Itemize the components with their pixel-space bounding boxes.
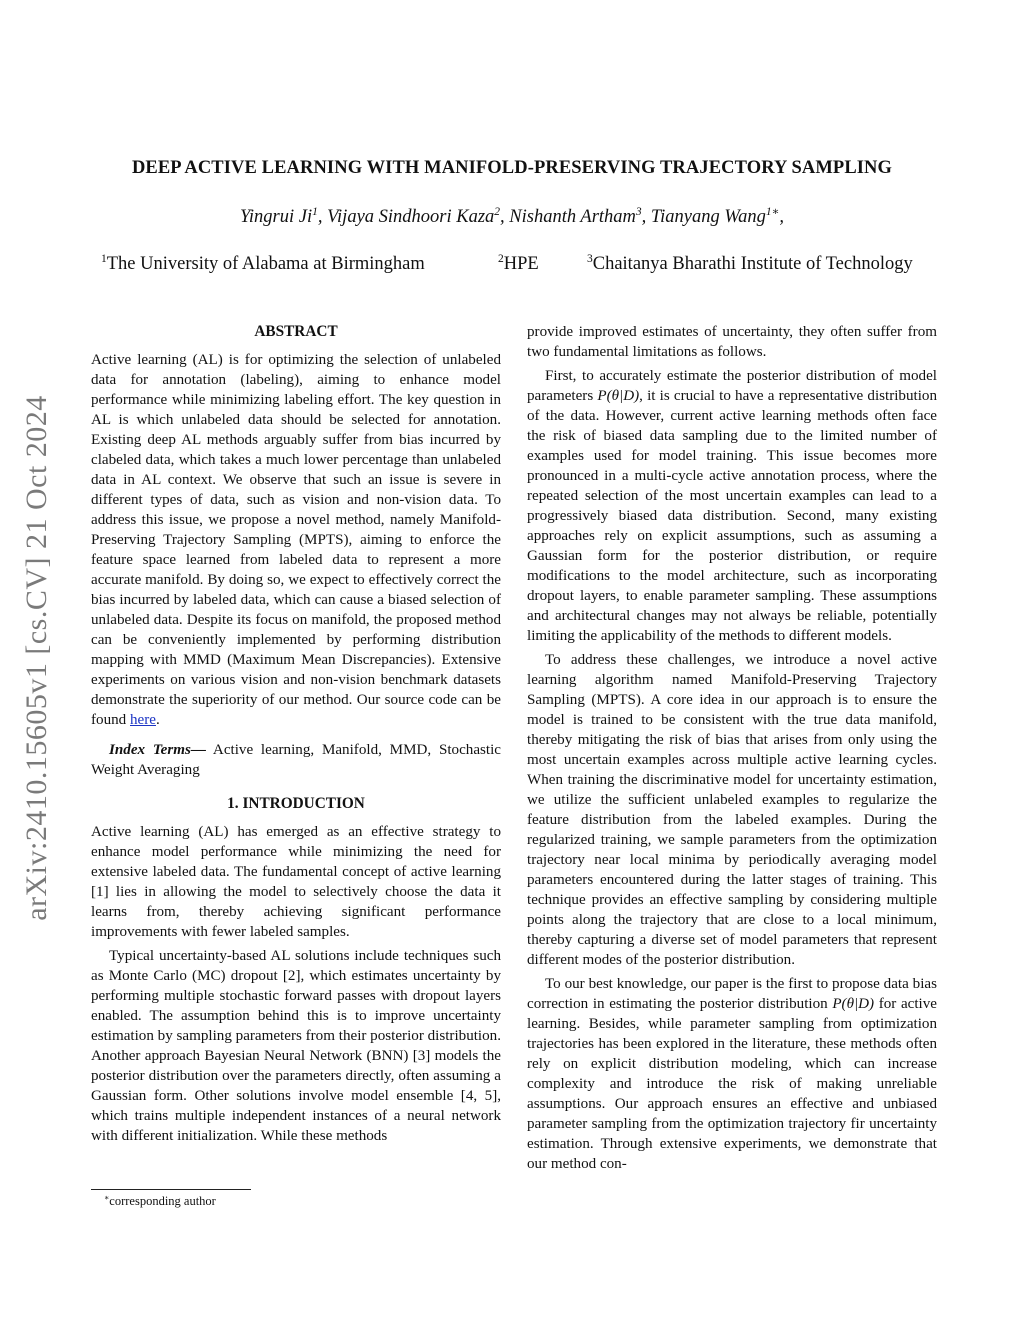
footnote-divider — [91, 1189, 251, 1190]
footnote-mark: ∗ — [104, 1192, 110, 1202]
author-name: Yingrui Ji — [240, 207, 313, 227]
intro-paragraph-6 — [527, 974, 937, 1174]
intro-paragraph-4 — [527, 366, 937, 646]
paragraph-text: First, to accurately estimate the posterior distribution of model parameters — [527, 368, 937, 404]
intro-paragraph-2: Typical uncertainty-based AL solutions include techniques such as Monte Carlo (MC) dropout [2], which estimates uncertainty by performing multiple stochastic forward passes with dropout layers enabled. The assumption behind this is to improve uncertainty estimation by sampling parameters from their posterior distribution. Another approach Bayesian Neural Network (BNN) [3] models the posterior distribution over the parameters directly, often assuming a Gaussian form. Other solutions involve model ensemble [4, 5], which trains multiple independent instances of a neural network with different initialization. While these methods — [91, 948, 501, 1144]
introduction-heading: 1. INTRODUCTION — [227, 795, 365, 812]
math-expression: P(θ|D) — [597, 388, 640, 404]
paper-title: DEEP ACTIVE LEARNING WITH MANIFOLD-PRESERVING TRAJECTORY SAMPLING — [131, 158, 893, 178]
arxiv-identifier-text: arXiv:2410.15605v1 [cs.CV] 21 Oct 2024 — [20, 394, 53, 921]
index-terms — [91, 740, 501, 780]
affiliation-3 — [587, 254, 913, 275]
arxiv-identifier-stamp — [2, 360, 72, 955]
author-affiliation-mark: 1 — [312, 205, 318, 218]
affiliation-mark: 2 — [498, 252, 504, 265]
intro-paragraph-5: To address these challenges, we introduce a novel active learning algorithm named Manifold-Preserving Trajectory Sampling (MPTS). A core idea in our approach is to ensure the model is trained to be consistent with the true data manifold, thereby mitigating the risk of bias that arises from only using the most uncertain examples across multiple active learning cycles. When training the discriminative model for uncertainty estimation, we utilize the sufficient unlabeled examples to regularize the feature distribution from the labeled examples. During the regularized training, we sample parameters from the optimization trajectory near local minima by periodically averaging model parameters encountered during the latter stages of training. This technique provides an effective sampling by considering multiple points along the trajectory that are close to a local minimum, thereby capturing a diverse set of model parameters that represent different modes of the posterior distribution. — [527, 652, 937, 968]
affiliation-name: HPE — [503, 254, 539, 274]
affiliation-mark: 1 — [101, 252, 107, 265]
source-code-link[interactable]: here — [130, 712, 156, 728]
affiliation-name: The University of Alabama at Birmingham — [106, 254, 425, 274]
footnote — [104, 1194, 216, 1209]
author-name: Tianyang Wang — [650, 207, 766, 227]
left-column — [91, 322, 501, 1146]
author-name: Nishanth Artham — [509, 207, 636, 227]
author-affiliation-mark: 3 — [635, 205, 642, 218]
author-separator: , — [641, 207, 651, 227]
paragraph-text: To our best knowledge, our paper is the first to propose data bias correction in estimating the posterior distribution — [527, 976, 937, 1012]
right-column — [527, 322, 937, 1174]
index-terms-label: Index Terms— — [109, 742, 206, 758]
author-separator: , — [500, 207, 510, 227]
math-expression: P(θ|D) — [832, 996, 875, 1012]
abstract-paragraph — [91, 350, 501, 730]
footnote-text: corresponding author — [109, 1194, 216, 1208]
paragraph-text: , it is crucial to have a representative distribution of the data. However, current active learning methods often face the risk of biased data sampling due to the limited number of examples used for model training. This issue becomes more pronounced in a multi-cycle active annotation process, where the repeated selection of the most uncertain examples can lead to a progressively biased data distribution. Second, many existing approaches rely on explicit assumptions, such as assuming a Gaussian form for the posterior distribution, or require modifications to the model architecture, such as incorporating dropout layers, to enable parameter sampling. These assumptions and architectural changes may not always be reliable, potentially limiting the applicability of the methods to different models. — [527, 388, 938, 644]
author-separator: , — [317, 207, 328, 227]
author-affiliation-mark: 1∗ — [765, 205, 780, 218]
abstract-text: Active learning (AL) is for optimizing the selection of unlabeled data for annotation (labeling), aiming to enhance model performance while minimizing labeling effort. The key question in AL is which unlabeled data should be selected for annotation. Existing deep AL methods arguably suffer from bias incurred by clabeled data, which takes a much lower percentage than unlabeled data in AL context. We observe that such an issue is severe in different types of data, such as vision and non-vision data. To address this issue, we propose a novel method, namely Manifold-Preserving Trajectory Sampling (MPTS), aiming to enforce the feature space learned from labeled data to represent a more accurate manifold. By doing so, we expect to effectively correct the bias incurred by labeled data, which can cause a biased selection of unlabeled data. Despite its focus on manifold, the proposed method can be conveniently implemented by performing distribution mapping with MMD (Maximum Mean Discrepancies). Extensive experiments on various vision and non-vision benchmark datasets demonstrate the superiority of our method. Our source code can be found — [91, 352, 501, 728]
author-name: Vijaya Sindhoori Kaza — [327, 207, 495, 227]
intro-paragraph-1: Active learning (AL) has emerged as an effective strategy to enhance model performance while minimizing the need for extensive labeled data. The fundamental concept of active learning [1] lies in allowing the model to selectively choose the data it learns from, thereby achieving significant performance improvements with fewer labeled samples. — [91, 824, 501, 940]
abstract-text-end: . — [155, 712, 160, 728]
index-terms-text: Active learning, Manifold, MMD, Stochastic Weight Averaging — [91, 742, 502, 778]
affiliation-name: Chaitanya Bharathi Institute of Technology — [592, 254, 913, 274]
paragraph-text: for active learning. Besides, while parameter sampling from optimization trajectories has been explored in the literature, these methods often rely on explicit distribution modeling, which can increase complexity and introduce the risk of making unreliable assumptions. Our approach ensures an effective and unbiased parameter sampling from the optimization trajectory fir uncertainty estimation. Through extensive experiments, we demonstrate that our method con- — [527, 996, 937, 1172]
author-list — [0, 207, 1024, 228]
affiliation-2 — [498, 254, 539, 275]
intro-paragraph-3: provide improved estimates of uncertainty, they often suffer from two fundamental limitations as follows. — [527, 324, 937, 360]
abstract-heading: ABSTRACT — [254, 323, 338, 340]
author-separator: , — [779, 207, 784, 227]
affiliation-1 — [101, 254, 425, 275]
author-affiliation-mark: 2 — [494, 205, 501, 218]
affiliation-mark: 3 — [587, 252, 593, 265]
